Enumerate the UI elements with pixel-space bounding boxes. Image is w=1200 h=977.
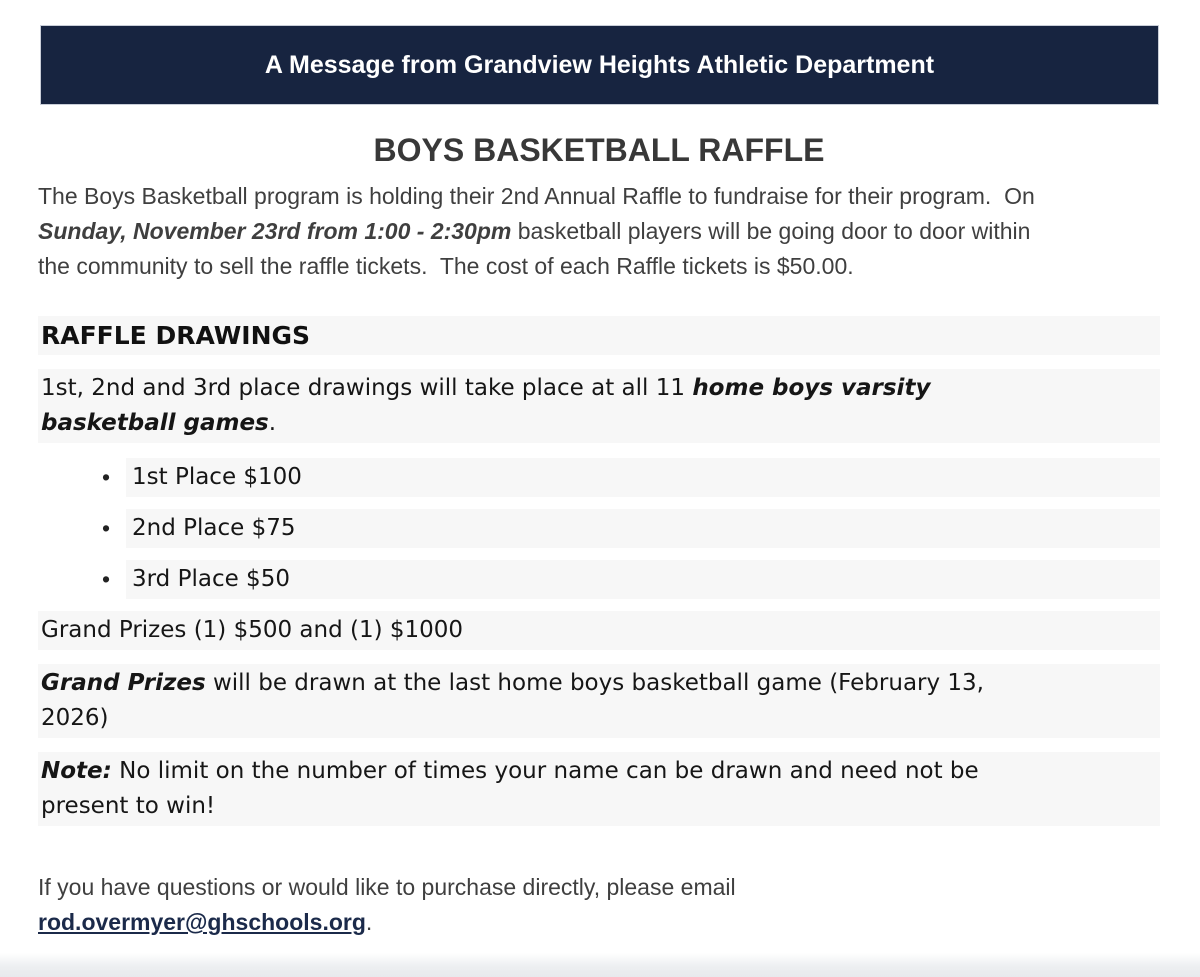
drawings-lead: 1st, 2nd and 3rd place drawings will take place at all 11 bbox=[41, 375, 693, 401]
prize-first-place: 1st Place $100 bbox=[126, 458, 1160, 497]
note-line1-rest: No limit on the number of times your name can be drawn and need not be bbox=[111, 758, 979, 784]
bullet-icon: • bbox=[102, 515, 111, 541]
raffle-drawings-heading: RAFFLE DRAWINGS bbox=[38, 316, 1160, 355]
bullet-icon: • bbox=[102, 566, 111, 592]
intro-paragraph bbox=[38, 179, 1160, 284]
note-line2: present to win! bbox=[41, 793, 216, 819]
footer-suffix: . bbox=[365, 909, 373, 935]
drawings-bold-line2: basketball games bbox=[41, 410, 269, 436]
list-item bbox=[38, 509, 1160, 548]
bullet-icon: • bbox=[102, 464, 111, 490]
intro-event-datetime: Sunday, November 23rd from 1:00 - 2:30pm bbox=[38, 218, 512, 244]
banner bbox=[40, 25, 1159, 105]
grand-prizes-drawn-paragraph bbox=[38, 664, 1160, 738]
grand-prizes-line: Grand Prizes (1) $500 and (1) $1000 bbox=[38, 611, 1160, 650]
grand-drawn-line1-rest: will be drawn at the last home boys basketball game (February 13, bbox=[205, 670, 984, 696]
list-item bbox=[38, 458, 1160, 497]
grand-drawn-line2: 2026) bbox=[41, 705, 109, 731]
drawings-paragraph bbox=[38, 369, 1160, 443]
bottom-shadow bbox=[0, 953, 1200, 977]
banner-title: A Message from Grandview Heights Athletic Department bbox=[264, 50, 935, 79]
prize-second-place: 2nd Place $75 bbox=[126, 509, 1160, 548]
prize-third-place: 3rd Place $50 bbox=[126, 560, 1160, 599]
drawings-bold-line1: home boys varsity bbox=[692, 375, 931, 401]
footer-line1: If you have questions or would like to purchase directly, please email bbox=[38, 874, 736, 900]
intro-line3: the community to sell the raffle tickets. The cost of each Raffle tickets is $50.00. bbox=[38, 253, 854, 279]
drawings-suffix: . bbox=[268, 410, 277, 436]
prize-list bbox=[38, 458, 1160, 599]
email-link[interactable]: rod.overmyer@ghschools.org bbox=[38, 909, 366, 935]
note-paragraph bbox=[38, 752, 1160, 826]
message-body bbox=[38, 131, 1160, 940]
note-label: Note: bbox=[41, 758, 112, 784]
grand-prizes-bold: Grand Prizes bbox=[41, 670, 206, 696]
page-title: BOYS BASKETBALL RAFFLE bbox=[373, 132, 825, 168]
footer-paragraph bbox=[38, 870, 1160, 940]
intro-line1: The Boys Basketball program is holding their 2nd Annual Raffle to fundraise for their program. On bbox=[38, 183, 1035, 209]
list-item bbox=[38, 560, 1160, 599]
intro-line2-rest: basketball players will be going door to door within bbox=[511, 218, 1031, 244]
